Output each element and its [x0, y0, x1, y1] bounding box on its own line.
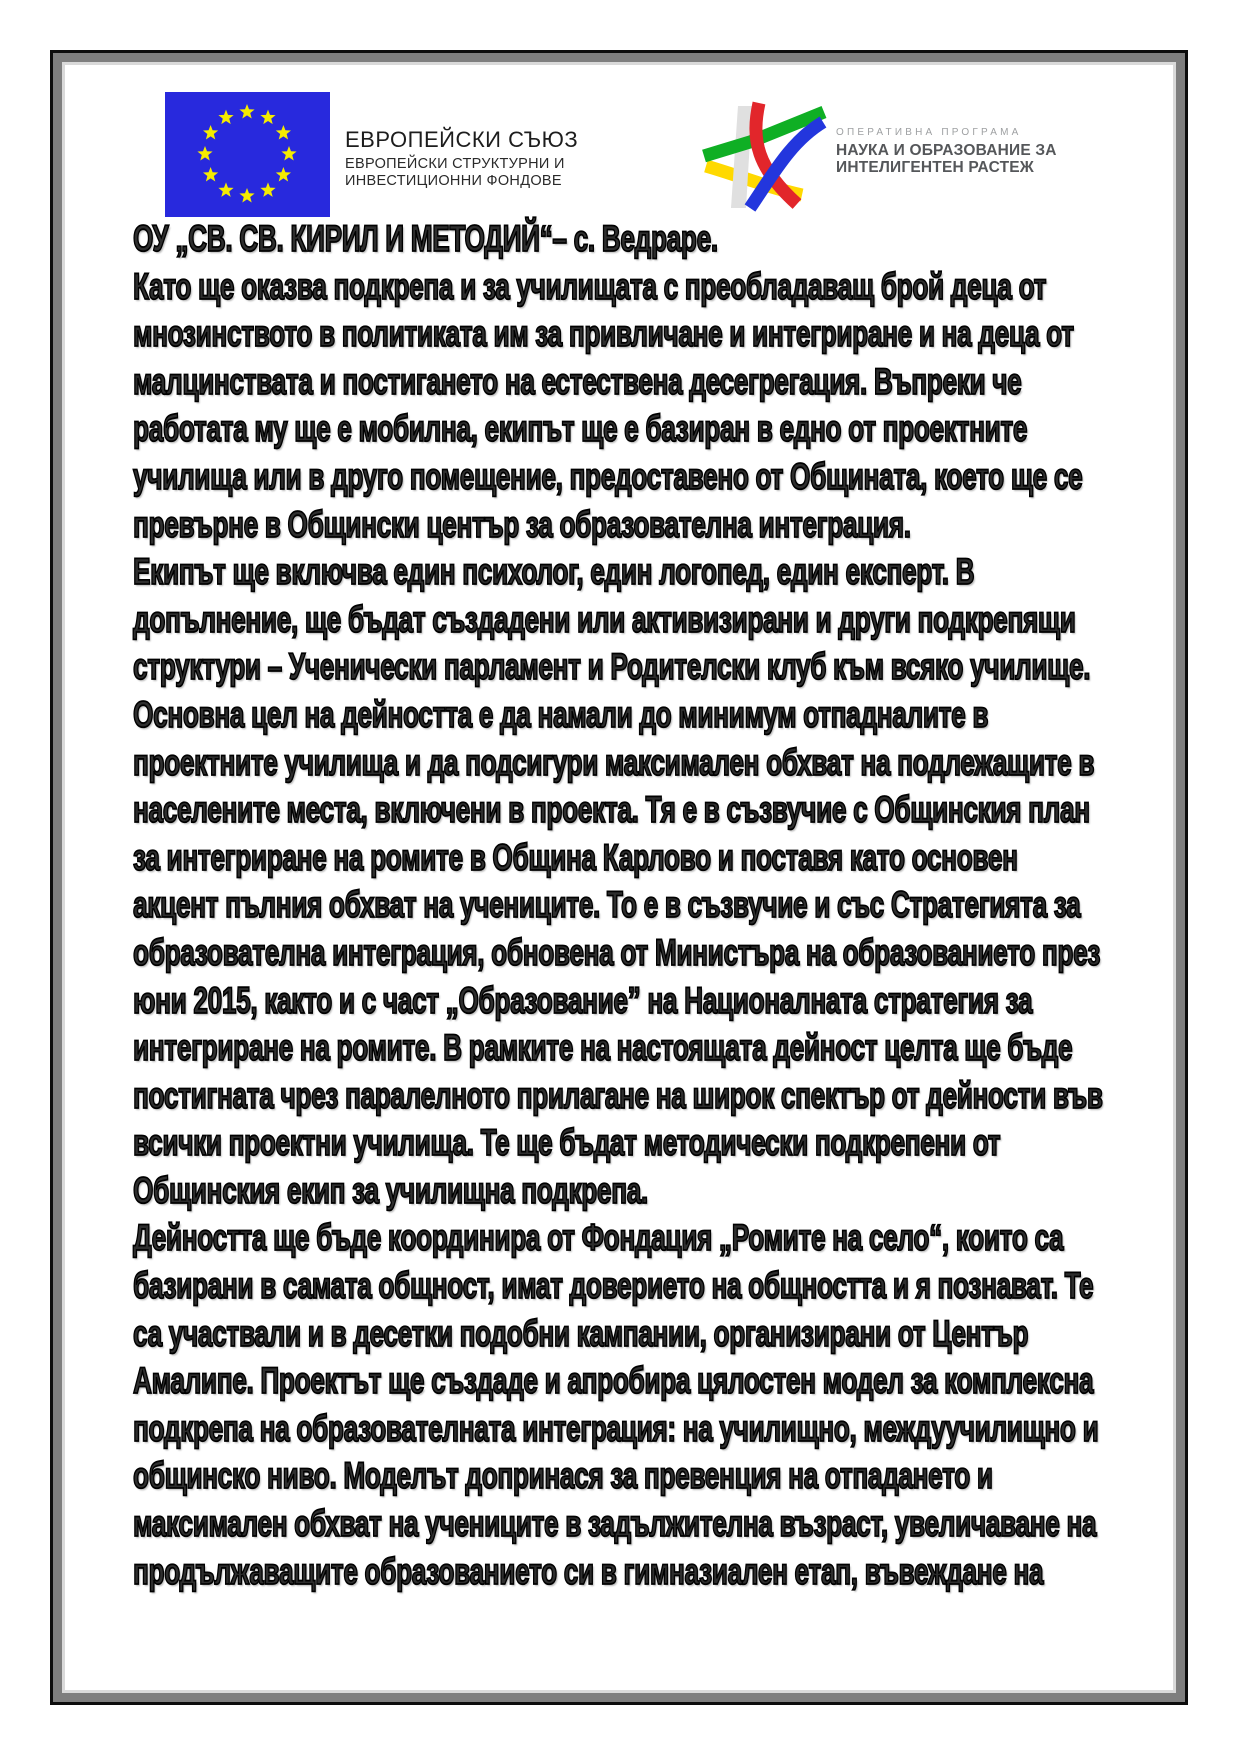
text-line: юни 2015, както и с част „Образование” на Националната стратегия за [133, 979, 1033, 1021]
text-line: постигната чрез паралелното прилагане на широк спектър от дейности във [133, 1074, 1103, 1116]
op-logo-caption [836, 126, 1057, 176]
eu-flag-icon [165, 92, 330, 217]
text-line: продължаващите образованието си в гимназиален етап, въвеждане на [133, 1550, 1044, 1592]
eu-logo-subtitle-line1: ЕВРОПЕЙСКИ СТРУКТУРНИ И [345, 156, 565, 172]
text-line: интегриране на ромите. В рамките на настоящата дейност целта ще бъде [133, 1027, 1073, 1069]
text-line: ОУ „СВ. СВ. КИРИЛ И МЕТОДИЙ“– с. Ведраре. [133, 218, 718, 259]
text-line: акцент пълния обхват на учениците. То е в съзвучие и със Стратегията за [133, 884, 1081, 926]
op-logo-title-line1: НАУКА И ОБРАЗОВАНИЕ ЗА [836, 142, 1057, 159]
eu-logo-title: ЕВРОПЕЙСКИ СЪЮЗ [345, 127, 579, 152]
text-line: максимален обхват на учениците в задължителна възраст, увеличаване на [133, 1503, 1097, 1545]
text-line: Основна цел на дейността е да намали до минимум отпадналите в [133, 693, 989, 735]
text-line: са участвали и в десетки подобни кампании, организирани от Център [133, 1312, 1029, 1354]
eu-logo-caption [345, 127, 578, 190]
text-line: малцинствата и постигането на естествена десегрегация. Въпреки че [133, 360, 1022, 402]
text-line: училища или в друго помещение, предоставено от Общината, което ще се [133, 455, 1083, 497]
op-ribbon-gray [731, 106, 752, 208]
op-ribbons-icon [700, 100, 840, 212]
text-line: Амалипе. Проектът ще създаде и апробира цялостен модел за комплексна [133, 1360, 1094, 1402]
op-logo-title-line2: ИНТЕЛИГЕНТЕН РАСТЕЖ [836, 158, 1034, 176]
text-line: Общинския екип за училищна подкрепа. [133, 1169, 648, 1211]
text-line: превърне в Общински център за образователна интеграция. [133, 503, 911, 545]
document-body [133, 215, 1133, 1595]
text-line: за интегриране на ромите в Община Карлово и поставя като основен [133, 836, 1018, 878]
op-logo-kicker: ОПЕРАТИВНА ПРОГРАМА [836, 127, 1022, 138]
text-line: базирани в самата общност, имат доверието на общността и я познават. Те [133, 1265, 1094, 1307]
eu-logo-subtitle-line2: ИНВЕСТИЦИОННИ ФОНДОВЕ [345, 173, 562, 189]
text-line: населените места, включени в проекта. Тя е в съзвучие с Общинския план [133, 789, 1090, 831]
text-line: общинско ниво. Моделът допринася за превенция на отпадането и [133, 1455, 993, 1497]
text-line: Екипът ще включва един психолог, един логопед, един експерт. В [133, 551, 975, 593]
text-line: мнозинството в политиката им за привличане и интегриране и на деца от [133, 313, 1074, 355]
text-line: Дейността ще бъде координира от Фондация „Ромите на село“, които са [133, 1217, 1064, 1259]
text-line: допълнение, ще бъдат създадени или активизирани и други подкрепящи [133, 598, 1076, 640]
text-line: Като ще оказва подкрепа и за училищата с преобладаващ брой деца от [133, 265, 1047, 307]
text-line: подкрепа на образователната интеграция: на училищно, междуучилищно и [133, 1407, 1099, 1449]
text-line: структури – Ученически парламент и Родителски клуб към всяко училище. [133, 646, 1091, 688]
text-line: работата му ще е мобилна, екипът ще е базиран в едно от проектните [133, 408, 1028, 450]
text-line: образователна интеграция, обновена от Министъра на образованието през [133, 931, 1101, 973]
text-line: всички проектни училища. Те ще бъдат методически подкрепени от [133, 1122, 1001, 1164]
text-line: проектните училища и да подсигури максимален обхват на подлежащите в [133, 741, 1095, 783]
